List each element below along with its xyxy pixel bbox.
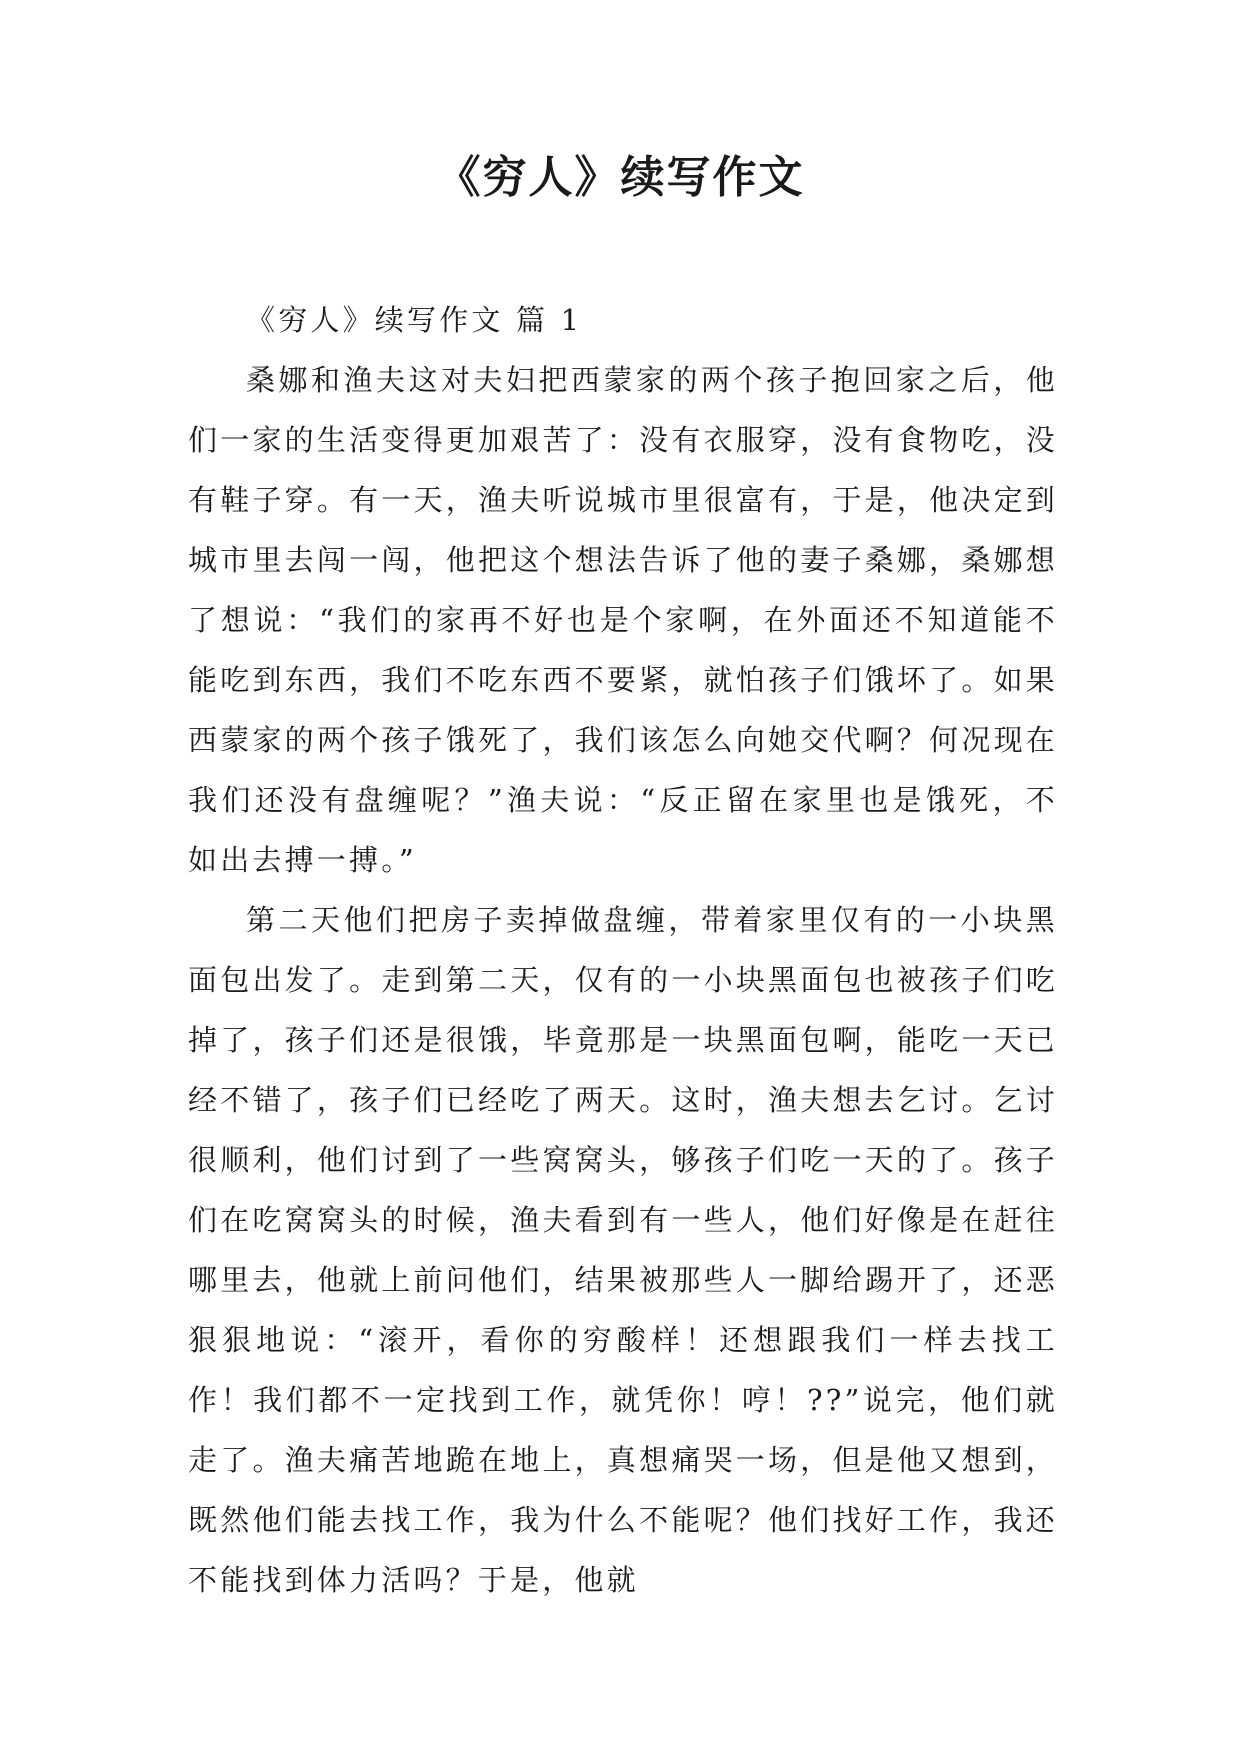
document-title: 《穷人》续写作文 [436, 152, 805, 203]
paragraph-1: 桑娜和渔夫这对夫妇把西蒙家的两个孩子抱回家之后，他们一家的生活变得更加艰苦了：没有衣服穿，没有食物吃，没有鞋子穿。有一天，渔夫听说城市里很富有，于是，他决定到城市里去闯一闯，他把这个想法告诉了他的妻子桑娜，桑娜想了想说：“我们的家再不好也是个家啊，在外面还不知道能不能吃到东西，我们不吃东西不要紧，就怕孩子们饿坏了。如果西蒙家的两个孩子饿死了，我们该怎么向她交代啊？何况现在我们还没有盘缠呢？”渔夫说：“反正留在家里也是饿死，不如出去搏一搏。” [188, 363, 1058, 877]
paragraph-2: 第二天他们把房子卖掉做盘缠，带着家里仅有的一小块黑面包出发了。走到第二天，仅有的一小块黑面包也被孩子们吃掉了，孩子们还是很饿，毕竟那是一块黑面包啊，能吃一天已经不错了，孩子们已经吃了两天。这时，渔夫想去乞讨。乞讨很顺利，他们讨到了一些窝窝头，够孩子们吃一天的了。孩子们在吃窝窝头的时候，渔夫看到有一些人，他们好像是在赶往哪里去，他就上前问他们，结果被那些人一脚给踢开了，还恶狠狠地说：“滚开，看你的穷酸样！还想跟我们一样去找工作！我们都不一定找到工作，就凭你！哼！??”说完，他们就走了。渔夫痛苦地跪在地上，真想痛哭一场，但是他又想到，既然他们能去找工作，我为什么不能呢？他们找好工作，我还不能找到体力活吗？于是，他就 [188, 903, 1058, 1597]
section-heading: 《穷人》续写作文 篇 1 [246, 303, 583, 337]
document-body [188, 290, 1058, 1610]
